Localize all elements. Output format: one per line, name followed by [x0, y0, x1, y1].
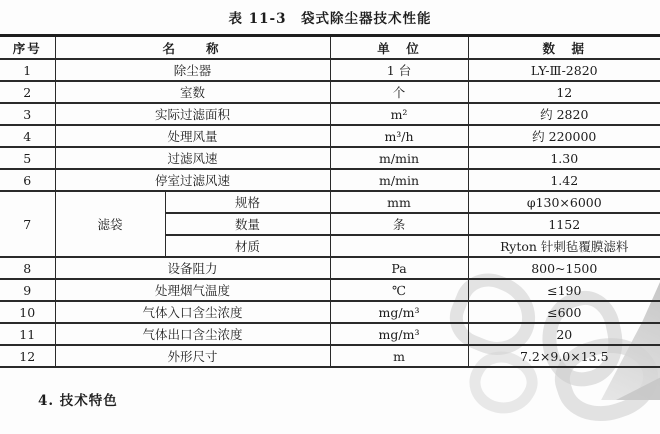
row-name: 处理风量	[55, 125, 330, 147]
row-name: 实际过滤面积	[55, 103, 330, 125]
table-row	[0, 147, 660, 169]
subrow-name: 材质	[165, 235, 330, 257]
row-index: 6	[0, 169, 55, 191]
table-row	[0, 125, 660, 147]
subrow-name: 数量	[165, 213, 330, 235]
row-index: 11	[0, 323, 55, 345]
row-unit: ℃	[330, 279, 468, 301]
spec-table	[0, 34, 660, 368]
table-title: 表 11-3 袋式除尘器技术性能	[228, 11, 432, 27]
row-value: LY-Ⅲ-2820	[468, 59, 660, 81]
row-value: 1.30	[468, 147, 660, 169]
row-name: 外形尺寸	[55, 345, 330, 367]
subrow-unit: mm	[330, 191, 468, 213]
row-name: 室数	[55, 81, 330, 103]
row-value: 800~1500	[468, 257, 660, 279]
row-value: 20	[468, 323, 660, 345]
row-index: 7	[0, 191, 55, 257]
table-row	[0, 279, 660, 301]
row-value: 约 220000	[468, 125, 660, 147]
subrow-value: Ryton 针刺毡覆膜滤料	[468, 235, 660, 257]
row-group-name: 滤袋	[55, 191, 165, 257]
table-row	[0, 81, 660, 103]
table-row	[0, 345, 660, 367]
row-index: 3	[0, 103, 55, 125]
row-index: 5	[0, 147, 55, 169]
row-index: 4	[0, 125, 55, 147]
subrow-name: 规格	[165, 191, 330, 213]
row-unit: m/min	[330, 147, 468, 169]
row-value: 1.42	[468, 169, 660, 191]
row-name: 除尘器	[55, 59, 330, 81]
row-index: 12	[0, 345, 55, 367]
row-unit: m/min	[330, 169, 468, 191]
section-heading-cutoff: 4. 技术特色	[38, 393, 118, 409]
row-name: 气体出口含尘浓度	[55, 323, 330, 345]
row-unit: m³/h	[330, 125, 468, 147]
row-index: 9	[0, 279, 55, 301]
header-unit: 单 位	[330, 36, 468, 60]
row-index: 1	[0, 59, 55, 81]
row-unit: 1 台	[330, 59, 468, 81]
row-value: ≤600	[468, 301, 660, 323]
subrow-value: φ130×6000	[468, 191, 660, 213]
subrow-value: 1152	[468, 213, 660, 235]
row-unit: m	[330, 345, 468, 367]
header-index: 序号	[0, 36, 55, 60]
row-name: 设备阻力	[55, 257, 330, 279]
row-index: 2	[0, 81, 55, 103]
table-row	[0, 323, 660, 345]
subrow-unit: 条	[330, 213, 468, 235]
row-name: 气体入口含尘浓度	[55, 301, 330, 323]
table-row	[0, 301, 660, 323]
table-row	[0, 169, 660, 191]
row-name: 处理烟气温度	[55, 279, 330, 301]
subrow-unit	[330, 235, 468, 257]
header-row	[0, 36, 660, 60]
row-unit: m²	[330, 103, 468, 125]
table-row	[0, 103, 660, 125]
row-unit: mg/m³	[330, 301, 468, 323]
header-name: 名 称	[55, 36, 330, 60]
row-unit: 个	[330, 81, 468, 103]
table-row	[0, 59, 660, 81]
table-row-group	[0, 191, 660, 213]
row-name: 停室过滤风速	[55, 169, 330, 191]
row-unit: Pa	[330, 257, 468, 279]
row-index: 8	[0, 257, 55, 279]
row-index: 10	[0, 301, 55, 323]
row-value: 约 2820	[468, 103, 660, 125]
row-value: 12	[468, 81, 660, 103]
row-value: 7.2×9.0×13.5	[468, 345, 660, 367]
header-value: 数 据	[468, 36, 660, 60]
table-row	[0, 257, 660, 279]
row-name: 过滤风速	[55, 147, 330, 169]
row-value: ≤190	[468, 279, 660, 301]
row-unit: mg/m³	[330, 323, 468, 345]
